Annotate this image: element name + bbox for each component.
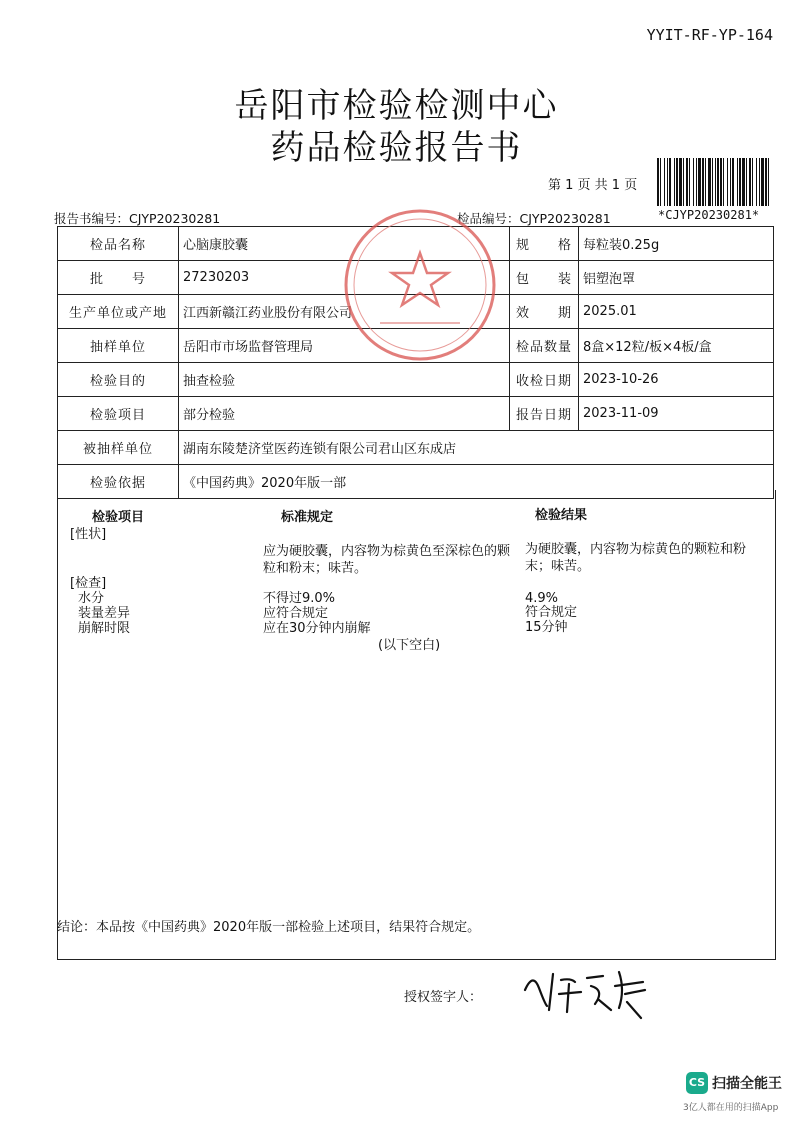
barcode-bar [730, 158, 731, 206]
value-basis: 《中国药典》2020年版一部 [179, 465, 774, 499]
label-product-name: 检品名称 [58, 227, 179, 261]
barcode-bar [676, 158, 678, 206]
barcode-bar [761, 158, 764, 206]
barcode-bar [708, 158, 711, 206]
label-received-date: 收检日期 [510, 363, 579, 397]
page-subtitle: 药品检验报告书 [270, 128, 523, 168]
value-manufacturer: 江西新赣江药业股份有限公司 [179, 295, 510, 329]
header-standard: 标准规定 [281, 510, 334, 525]
value-batch: 27230203 [179, 261, 510, 295]
barcode-bar [696, 158, 697, 206]
value-package: 铝塑泡罩 [579, 261, 774, 295]
label-spec: 规 格 [510, 227, 579, 261]
barcode-bar [693, 158, 694, 206]
page-number: 第 1 页 共 1 页 [548, 178, 638, 193]
barcode-bar [705, 158, 706, 206]
barcode-bar [732, 158, 734, 206]
result-item-value: 15分钟 [525, 620, 568, 635]
barcode-bar [765, 158, 767, 206]
barcode-bar [746, 158, 747, 206]
barcode-bar [679, 158, 682, 206]
barcode-bar [689, 158, 690, 206]
barcode-bar [759, 158, 760, 206]
scanner-brand: 扫描全能王 [712, 1076, 782, 1092]
document-code: YYIT-RF-YP-164 [646, 26, 773, 44]
barcode-bar [669, 158, 671, 206]
barcode-bar [674, 158, 675, 206]
conclusion-text: 结论：本品按《中国药典》2020年版一部检验上述项目，结果符合规定。 [57, 920, 481, 935]
signatory-label: 授权签字人： [404, 990, 483, 1005]
barcode-bar [737, 158, 738, 206]
result-item-name: 水分 [78, 591, 105, 606]
barcode-bar [664, 158, 665, 206]
value-received-date: 2023-10-26 [579, 363, 774, 397]
barcode-icon [655, 158, 773, 206]
result-item-name: 装量差异 [78, 606, 131, 621]
barcode-text: *CJYP20230281* [658, 208, 760, 222]
official-seal [340, 205, 500, 365]
barcode-bar [723, 158, 724, 206]
barcode-bar [756, 158, 757, 206]
value-test-items: 部分检验 [179, 397, 510, 431]
report-number: 报告书编号：CJYP20230281 [54, 211, 221, 226]
barcode-bar [660, 158, 661, 206]
table-row [58, 397, 774, 431]
page-title: 岳阳市检验检测中心 [234, 86, 559, 126]
blank-note: (以下空白) [378, 638, 441, 653]
barcode-bar [742, 158, 745, 206]
value-report-date: 2023-11-09 [579, 397, 774, 431]
section-inspection: [检查] [70, 576, 107, 591]
signature-icon [515, 960, 660, 1022]
value-expiry: 2025.01 [579, 295, 774, 329]
barcode-bar [717, 158, 719, 206]
barcode-bar [768, 158, 769, 206]
label-basis: 检验依据 [58, 465, 179, 499]
label-package: 包 装 [510, 261, 579, 295]
barcode-bar [686, 158, 688, 206]
barcode-bar [657, 158, 659, 206]
barcode-bar [683, 158, 684, 206]
label-report-date: 报告日期 [510, 397, 579, 431]
sample-number: 检品编号：CJYP20230281 [457, 211, 611, 226]
value-spec: 每粒装0.25g [579, 227, 774, 261]
result-item-standard: 应在30分钟内崩解 [263, 621, 371, 636]
label-batch: 批 号 [58, 261, 179, 295]
barcode-bar [727, 158, 728, 206]
table-row [58, 431, 774, 465]
label-quantity: 检品数量 [510, 329, 579, 363]
appearance-standard: 应为硬胶囊，内容物为棕黄色至深棕色的颗粒和粉末；味苦。 [263, 544, 511, 576]
value-purpose: 抽查检验 [179, 363, 510, 397]
scanner-tagline: 3亿人都在用的扫描App [683, 1103, 779, 1113]
result-item-standard: 不得过9.0% [263, 591, 336, 606]
barcode-bar [698, 158, 701, 206]
scanner-logo-icon: CS [686, 1072, 708, 1094]
label-sampling-unit: 抽样单位 [58, 329, 179, 363]
barcode-bar [667, 158, 668, 206]
label-expiry: 效 期 [510, 295, 579, 329]
section-appearance: [性状] [70, 527, 107, 542]
value-quantity: 8盒×12粒/板×4板/盒 [579, 329, 774, 363]
barcode-bar [712, 158, 713, 206]
label-test-items: 检验项目 [58, 397, 179, 431]
header-result: 检验结果 [535, 508, 588, 523]
value-sampled-unit: 湖南东陵楚济堂医药连锁有限公司君山区东成店 [179, 431, 774, 465]
label-sampled-unit: 被抽样单位 [58, 431, 179, 465]
barcode-bar [749, 158, 751, 206]
barcode-bar [720, 158, 722, 206]
value-sampling-unit: 岳阳市市场监督管理局 [179, 329, 510, 363]
appearance-result: 为硬胶囊，内容物为棕黄色的颗粒和粉末；味苦。 [525, 542, 747, 574]
result-item-value: 4.9% [525, 591, 559, 606]
table-row [58, 363, 774, 397]
header-test-item: 检验项目 [92, 510, 145, 525]
result-item-name: 崩解时限 [78, 621, 131, 636]
label-manufacturer: 生产单位或产地 [58, 295, 179, 329]
barcode-bar [702, 158, 704, 206]
barcode-bar [739, 158, 741, 206]
label-purpose: 检验目的 [58, 363, 179, 397]
barcode-bar [715, 158, 716, 206]
barcode-bar [752, 158, 753, 206]
value-product-name: 心脑康胶囊 [179, 227, 510, 261]
result-item-value: 符合规定 [525, 605, 578, 620]
result-item-standard: 应符合规定 [263, 606, 329, 621]
